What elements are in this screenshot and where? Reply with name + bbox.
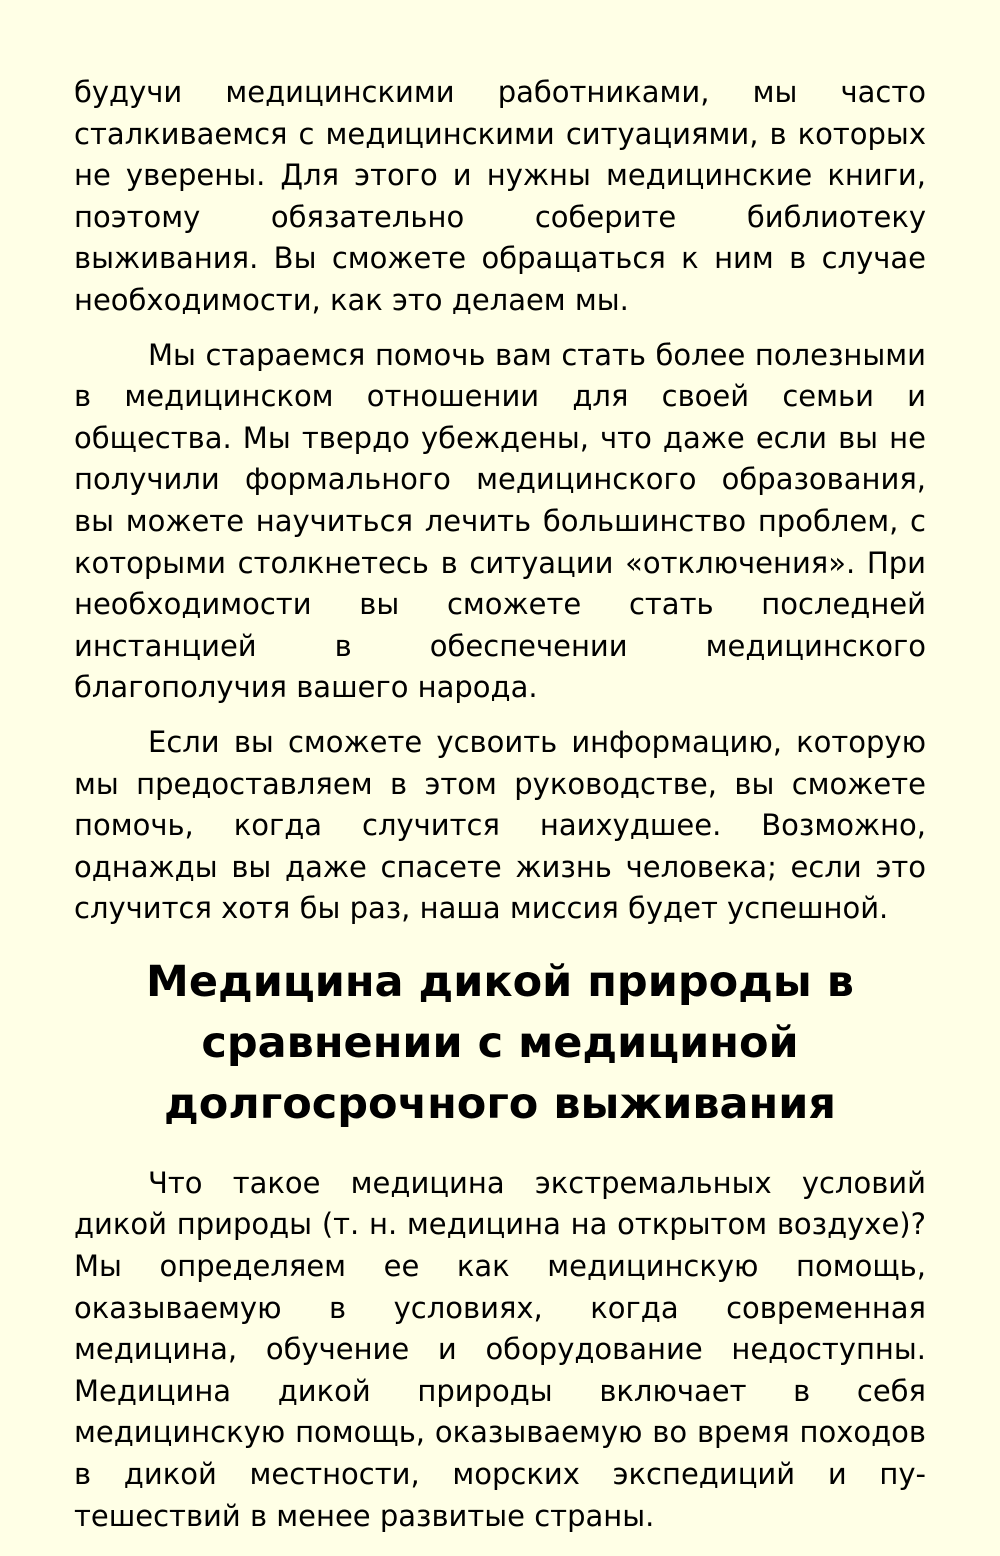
paragraph-mission: Мы стараемся помочь вам стать более полезными в медицинском отношении для своей семьи и общества. Мы твердо убеждены, что даже если вы не получили формального медицинского образования, вы можете научиться лечить большинство проблем, с которыми столкнетесь в ситуации «отключения». При необходимости вы сможете стать последней инстанцией в обеспечении медицинского благополучия вашего народа. xyxy=(74,337,926,705)
book-page xyxy=(74,72,926,1537)
paragraph-wilderness-medicine: Что такое медицина экстремальных условий дикой природы (т. н. медицина на открытом воздухе)? Мы определяем ее как медицинскую помощь, оказываемую в условиях, когда современная медицина, обучение и оборудование недоступны. Медицина дикой природы включает в себя медицинскую помощь, оказываемую во время походов в дикой местности, морских экспедиций и путешествий в менее развитые страны. xyxy=(74,1165,926,1533)
section-heading: Медицина дикой природы в сравнении с медициной долгосрочного выживания xyxy=(146,956,854,1129)
paragraph-guide: Если вы сможете усвоить информацию, которую мы предоставляем в этом руководстве, вы сможете помочь, когда случится наихудшее. Возможно, однажды вы даже спасете жизнь человека; если это случится хотя бы раз, наша миссия будет успешной. xyxy=(74,724,926,926)
paragraph-continuation: будучи медицинскими работниками, мы часто сталкиваемся с медицинскими ситуациями, в которых не уверены. Для этого и нужны медицинские книги, поэтому обязательно соберите библиотеку выживания. Вы сможете обращаться к ним в случае необходимости, как это делаем мы. xyxy=(74,75,926,317)
